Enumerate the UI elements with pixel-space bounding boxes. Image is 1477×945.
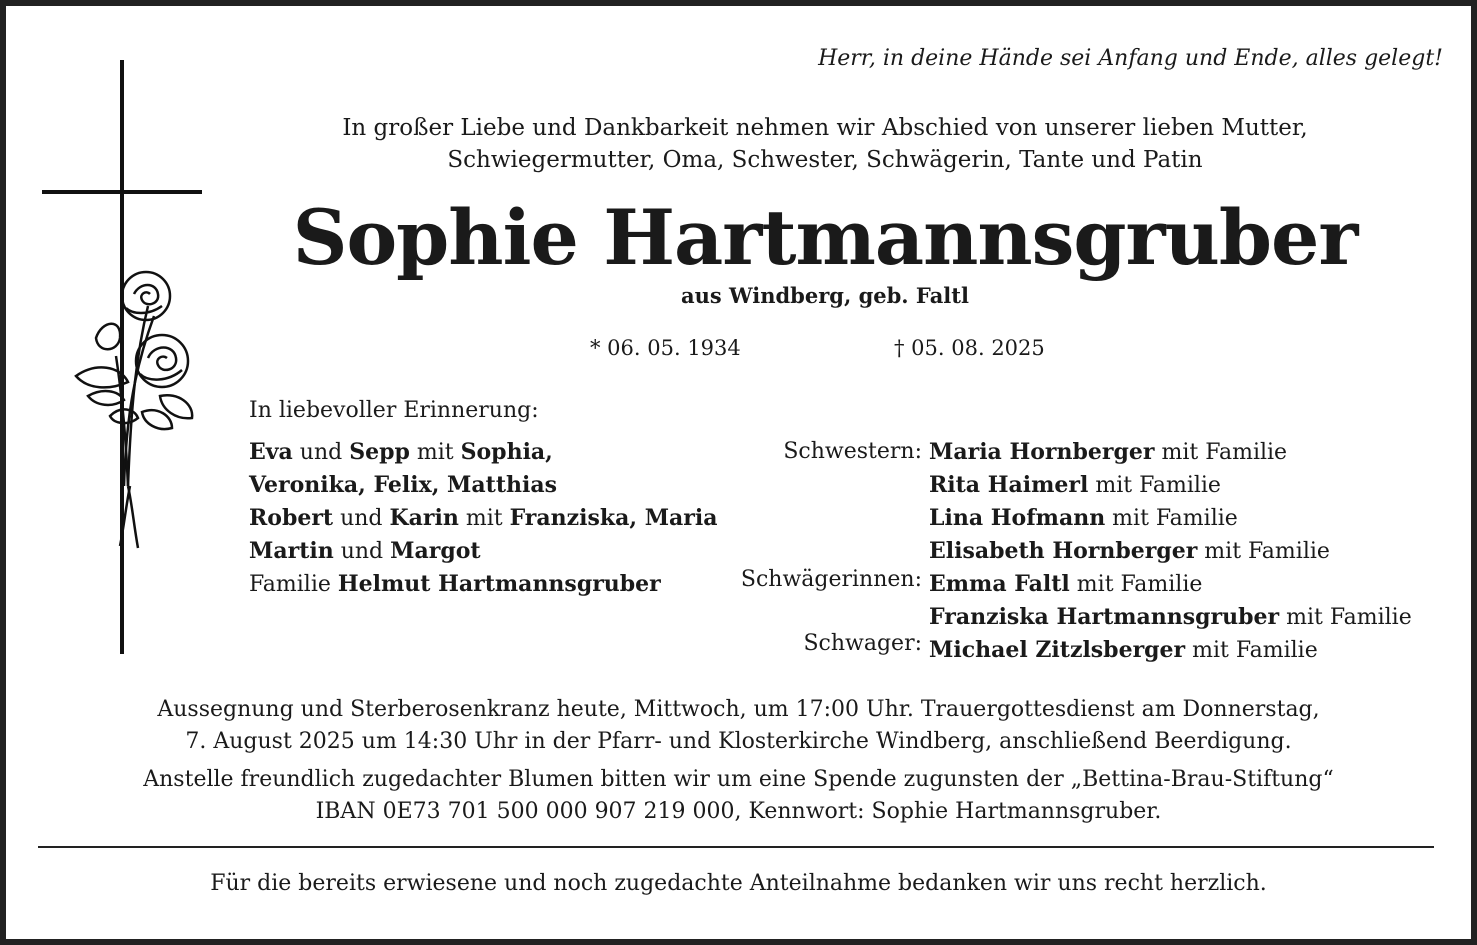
service-info xyxy=(30,694,1447,758)
deceased-name: Sophie Hartmannsgruber xyxy=(292,193,1358,282)
service-line: Aussegnung und Sterberosenkranz heute, Mittwoch, um 17:00 Uhr. Trauergottesdienst am Donnerstag, xyxy=(157,697,1320,722)
birth-date: * 06. 05. 1934 xyxy=(590,336,741,360)
donation-line: IBAN 0E73 701 500 000 907 219 000, Kennwort: Sophie Hartmannsgruber. xyxy=(315,799,1162,824)
intro-line: Schwiegermutter, Oma, Schwester, Schwägerin, Tante und Patin xyxy=(447,147,1203,173)
donation-line: Anstelle freundlich zugedachter Blumen bitten wir um eine Spende zugunsten der „Bettina-Brau-Stiftung“ xyxy=(143,767,1334,792)
relative-row: Emma Faltl mit Familie xyxy=(929,571,1203,597)
relatives-list xyxy=(929,436,1412,667)
brother-in-law-label: Schwager: xyxy=(803,631,922,656)
family-row: Veronika, Felix, Matthias xyxy=(249,472,557,498)
family-row: Robert und Karin mit Franziska, Maria xyxy=(249,505,718,531)
divider xyxy=(38,846,1434,848)
relative-row: Elisabeth Hornberger mit Familie xyxy=(929,538,1330,564)
relative-row: Rita Haimerl mit Familie xyxy=(929,472,1221,498)
donation-info xyxy=(30,764,1447,828)
sisters-in-law-label: Schwägerinnen: xyxy=(740,567,922,592)
relative-row: Franziska Hartmannsgruber mit Familie xyxy=(929,604,1412,630)
service-line: 7. August 2025 um 14:30 Uhr in der Pfarr- und Klosterkirche Windberg, anschließend Beerdigung. xyxy=(185,729,1292,754)
family-list xyxy=(249,436,718,601)
family-row: Eva und Sepp mit Sophia, xyxy=(249,439,553,465)
motto: Herr, in deine Hände sei Anfang und Ende, alles gelegt! xyxy=(818,46,1443,71)
intro-line: In großer Liebe und Dankbarkeit nehmen wir Abschied von unserer lieben Mutter, xyxy=(342,115,1308,141)
intro-text xyxy=(160,112,1477,176)
memory-heading: In liebevoller Erinnerung: xyxy=(249,398,539,423)
thanks-text: Für die bereits erwiesene und noch zugedachte Anteilnahme bedanken wir uns recht herzlich. xyxy=(210,871,1267,896)
sisters-label: Schwestern: xyxy=(783,439,922,464)
death-date: † 05. 08. 2025 xyxy=(894,336,1045,360)
relative-row: Lina Hofmann mit Familie xyxy=(929,505,1238,531)
relative-row: Michael Zitzlsberger mit Familie xyxy=(929,637,1318,663)
family-row: Familie Helmut Hartmannsgruber xyxy=(249,571,661,597)
relative-row: Maria Hornberger mit Familie xyxy=(929,439,1288,465)
origin: aus Windberg, geb. Faltl xyxy=(681,283,969,308)
family-row: Martin und Margot xyxy=(249,538,481,564)
